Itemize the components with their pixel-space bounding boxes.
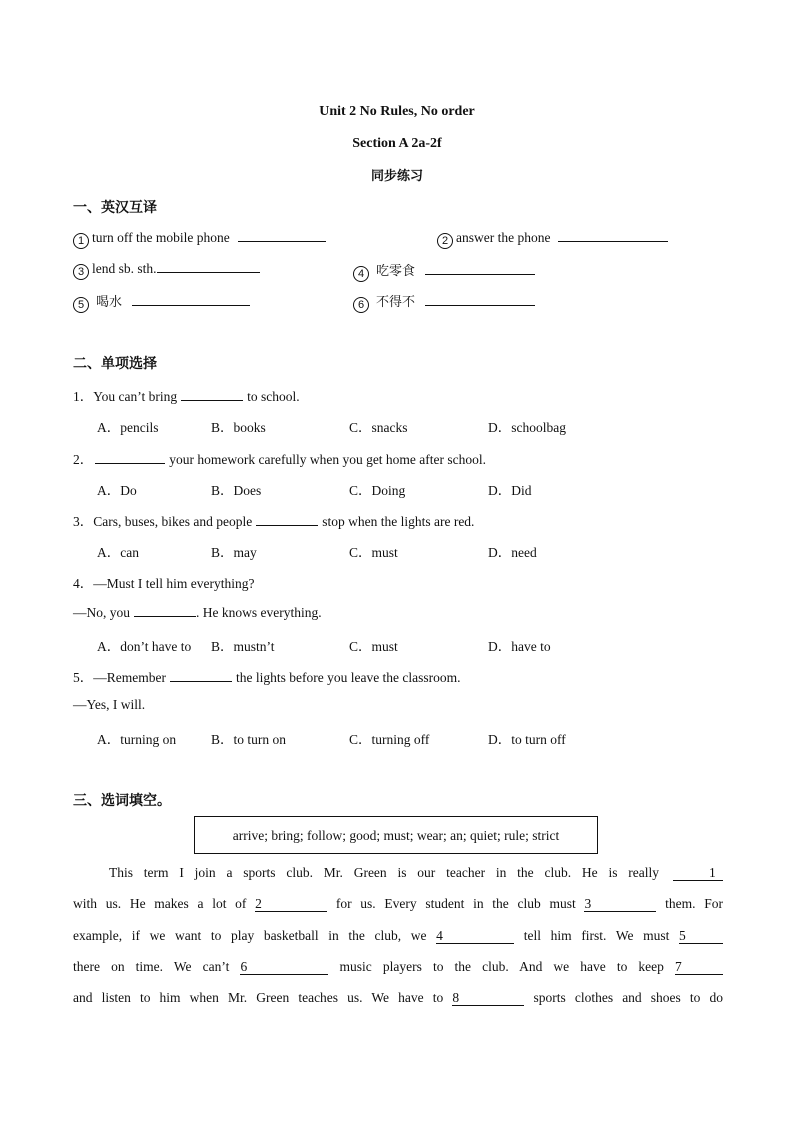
option-b[interactable]: B．mustn’t bbox=[211, 639, 275, 654]
passage-text: sports clothes and shoes to do bbox=[533, 990, 723, 1006]
passage-text: there on time. We can’t bbox=[73, 958, 230, 974]
translation-text: 不得不 bbox=[376, 295, 416, 310]
translation-item-5 bbox=[73, 291, 254, 313]
option-a[interactable]: A．don’t have to bbox=[97, 639, 192, 654]
section-heading-multiple-choice: 二、单项选择 bbox=[73, 356, 157, 372]
option-b[interactable]: B．books bbox=[211, 420, 266, 435]
option-d[interactable]: D．to turn off bbox=[488, 732, 566, 747]
stem-text: the lights before you leave the classroom. bbox=[235, 670, 461, 685]
stem-text: 1．You can’t bring bbox=[73, 389, 178, 404]
circled-number: 2 bbox=[437, 233, 453, 249]
translation-item-3 bbox=[73, 260, 264, 280]
question-3-stem bbox=[73, 510, 474, 530]
blank-7[interactable]: 7 bbox=[675, 960, 723, 975]
translation-item-1 bbox=[73, 229, 330, 249]
circled-number: 1 bbox=[73, 233, 89, 249]
passage-text: tell him first. We must bbox=[523, 927, 670, 943]
option-a[interactable]: A．turning on bbox=[97, 732, 177, 747]
stem-text: 2． bbox=[73, 452, 94, 467]
passage-line bbox=[73, 920, 723, 951]
circled-number: 6 bbox=[353, 297, 369, 313]
option-c[interactable]: C．turning off bbox=[349, 732, 430, 747]
option-b[interactable]: B．may bbox=[211, 545, 257, 560]
question-5-stem bbox=[73, 666, 461, 686]
answer-blank[interactable] bbox=[95, 451, 165, 464]
question-1-stem bbox=[73, 385, 300, 405]
question-2-stem bbox=[73, 448, 486, 468]
passage-text: them. For bbox=[665, 896, 723, 912]
answer-blank[interactable] bbox=[132, 293, 250, 306]
circled-number: 3 bbox=[73, 264, 89, 280]
option-d[interactable]: D．have to bbox=[488, 639, 551, 654]
passage-text: for us. Every student in the club must bbox=[335, 896, 576, 912]
answer-blank[interactable] bbox=[558, 229, 668, 242]
translation-text: answer the phone bbox=[456, 230, 551, 245]
answer-blank[interactable] bbox=[157, 260, 260, 273]
circled-number: 4 bbox=[353, 266, 369, 282]
option-d[interactable]: D．need bbox=[488, 545, 537, 560]
stem-text: to school. bbox=[247, 389, 300, 404]
circled-number: 5 bbox=[73, 297, 89, 313]
passage-text: with us. He makes a lot of bbox=[73, 896, 247, 912]
passage-text: example, if we want to play basketball in the club, we bbox=[73, 927, 427, 943]
stem-text: —No, you bbox=[73, 605, 130, 620]
section-subtitle: Section A 2a-2f bbox=[352, 136, 442, 151]
passage-text: and listen to him when Mr. Green teaches us. We have to bbox=[73, 990, 444, 1006]
passage-line bbox=[73, 951, 723, 982]
answer-blank[interactable] bbox=[134, 604, 196, 617]
question-5-response: —Yes, I will. bbox=[73, 697, 146, 712]
passage-line bbox=[73, 857, 723, 888]
question-4-response bbox=[73, 604, 322, 621]
option-c[interactable]: C．must bbox=[349, 639, 398, 654]
answer-blank[interactable] bbox=[181, 388, 243, 401]
blank-5[interactable]: 5 bbox=[679, 929, 723, 944]
blank-1[interactable]: 1 bbox=[673, 866, 723, 881]
option-a[interactable]: A．Do bbox=[97, 483, 137, 498]
translation-text: 吃零食 bbox=[376, 264, 416, 279]
translation-item-6 bbox=[353, 291, 539, 313]
blank-2[interactable]: 2 bbox=[255, 897, 327, 912]
stem-text: stop when the lights are red. bbox=[322, 514, 475, 529]
blank-8[interactable]: 8 bbox=[452, 991, 524, 1006]
translation-text: turn off the mobile phone bbox=[92, 230, 230, 245]
translation-item-4 bbox=[353, 260, 539, 282]
option-a[interactable]: A．can bbox=[97, 545, 139, 560]
page-title: Unit 2 No Rules, No order bbox=[319, 104, 475, 119]
practice-label: 同步练习 bbox=[370, 169, 423, 184]
option-c[interactable]: C．snacks bbox=[349, 420, 408, 435]
stem-text: your homework carefully when you get home after school. bbox=[169, 452, 487, 467]
stem-text: 5．—Remember bbox=[73, 670, 166, 685]
blank-6[interactable]: 6 bbox=[240, 960, 328, 975]
option-d[interactable]: D．Did bbox=[488, 483, 532, 498]
option-b[interactable]: B．to turn on bbox=[211, 732, 287, 747]
passage-line bbox=[73, 982, 723, 1013]
passage-line bbox=[73, 888, 723, 919]
answer-blank[interactable] bbox=[425, 262, 535, 275]
blank-3[interactable]: 3 bbox=[584, 897, 656, 912]
section-heading-translation: 一、英汉互译 bbox=[73, 200, 157, 216]
word-bank-box: arrive; bring; follow; good; must; wear; an; quiet; rule; strict bbox=[194, 816, 598, 854]
passage-text: This term I join a sports club. Mr. Green is our teacher in the club. He is really bbox=[109, 865, 659, 880]
option-a[interactable]: A．pencils bbox=[97, 420, 159, 435]
option-c[interactable]: C．must bbox=[349, 545, 398, 560]
section-heading-word-fill: 三、选词填空。 bbox=[73, 793, 171, 809]
blank-4[interactable]: 4 bbox=[436, 929, 514, 944]
option-c[interactable]: C．Doing bbox=[349, 483, 406, 498]
stem-text: 3．Cars, buses, bikes and people bbox=[73, 514, 253, 529]
cloze-passage bbox=[73, 857, 723, 1013]
passage-text: music players to the club. And we have to keep bbox=[339, 958, 664, 974]
question-4-stem: 4．—Must I tell him everything? bbox=[73, 576, 255, 591]
answer-blank[interactable] bbox=[238, 229, 326, 242]
answer-blank[interactable] bbox=[256, 513, 318, 526]
option-d[interactable]: D．schoolbag bbox=[488, 420, 566, 435]
translation-item-2 bbox=[437, 229, 672, 249]
option-b[interactable]: B．Does bbox=[211, 483, 262, 498]
translation-text: lend sb. sth. bbox=[92, 261, 157, 276]
stem-text: . He knows everything. bbox=[196, 605, 322, 620]
answer-blank[interactable] bbox=[170, 669, 232, 682]
translation-text: 喝水 bbox=[96, 295, 123, 310]
answer-blank[interactable] bbox=[425, 293, 535, 306]
